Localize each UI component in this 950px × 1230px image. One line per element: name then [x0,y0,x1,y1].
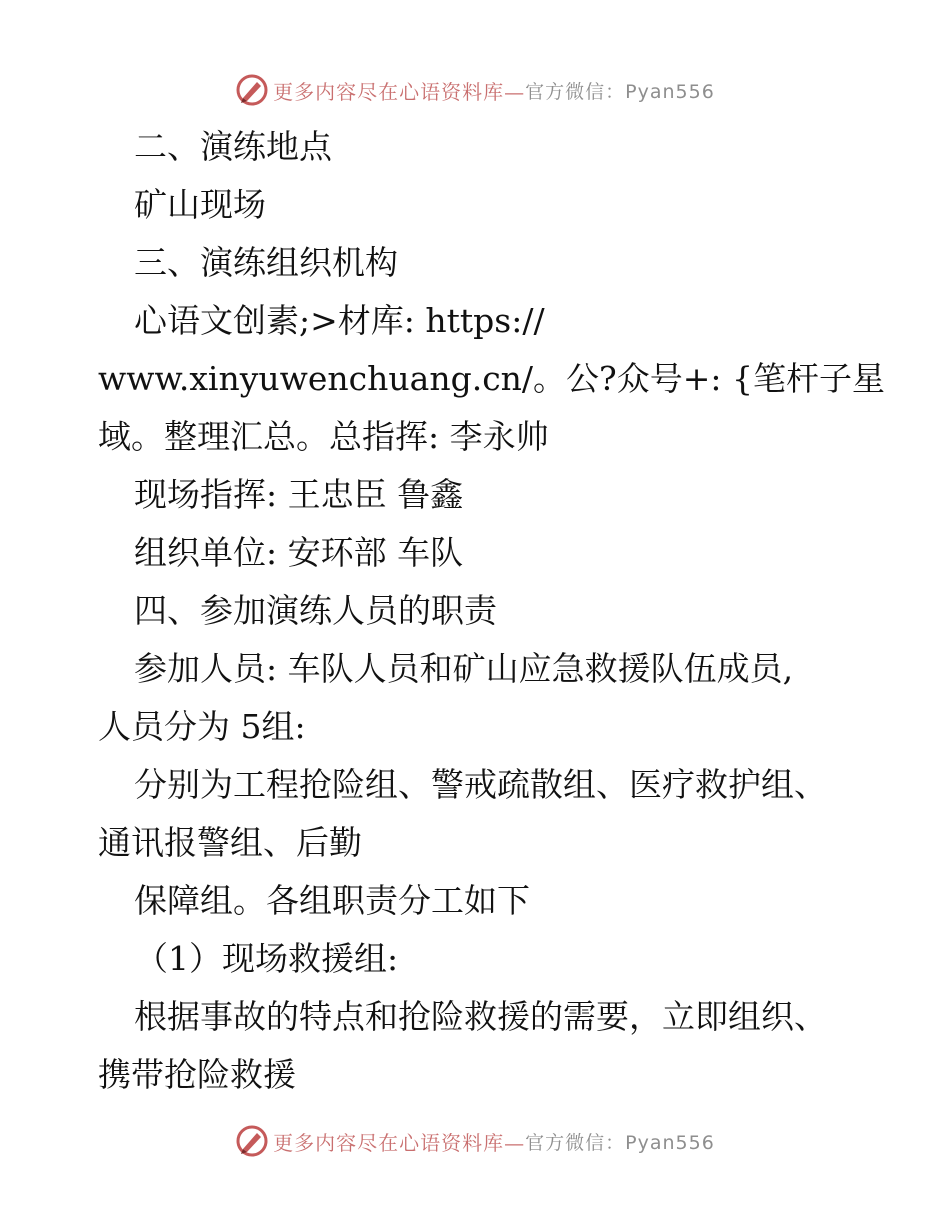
paragraph-line: 现场指挥: 王忠臣 鲁鑫 [134,475,464,514]
pen-logo-icon [235,73,269,107]
footer-watermark-banner [0,1121,950,1161]
paragraph-line: 人员分为 5组: [98,707,306,746]
paragraph-line: www.xinyuwenchuang.cn/。公?众号+: {笔杆子星 [98,359,885,398]
section-heading: 三、演练组织机构 [134,243,398,282]
paragraph-line: 携带抢险救援 [98,1055,296,1094]
document-body [98,118,885,1104]
section-heading: 二、演练地点 [134,127,332,166]
watermark-main-text: 更多内容尽在心语资料库— [273,79,526,104]
section-heading: 四、参加演练人员的职责 [134,591,497,630]
subsection-heading: （1）现场救援组: [135,939,399,978]
paragraph-line: 分别为工程抢险组、警戒疏散组、医疗救护组、 [134,765,827,804]
pen-logo-icon [235,1124,269,1158]
paragraph-line: 保障组。各组职责分工如下 [134,881,530,920]
paragraph-line: 根据事故的特点和抢险救援的需要，立即组织、 [134,997,827,1036]
paragraph-line: 组织单位: 安环部 车队 [134,533,464,572]
watermark-wechat-text: 官方微信：Pyan556 [525,1131,715,1154]
paragraph-line: 参加人员: 车队人员和矿山应急救援队伍成员, [134,649,794,688]
header-watermark-banner [0,70,950,110]
paragraph-line: 矿山现场 [134,185,266,224]
watermark-wechat-text: 官方微信：Pyan556 [525,80,715,103]
paragraph-line: 通讯报警组、后勤 [98,823,362,862]
watermark-main-text: 更多内容尽在心语资料库— [273,1130,526,1155]
paragraph-line: 域。整理汇总。总指挥: 李永帅 [98,417,549,456]
paragraph-line: 心语文创素;>材库: https:// [134,301,545,340]
